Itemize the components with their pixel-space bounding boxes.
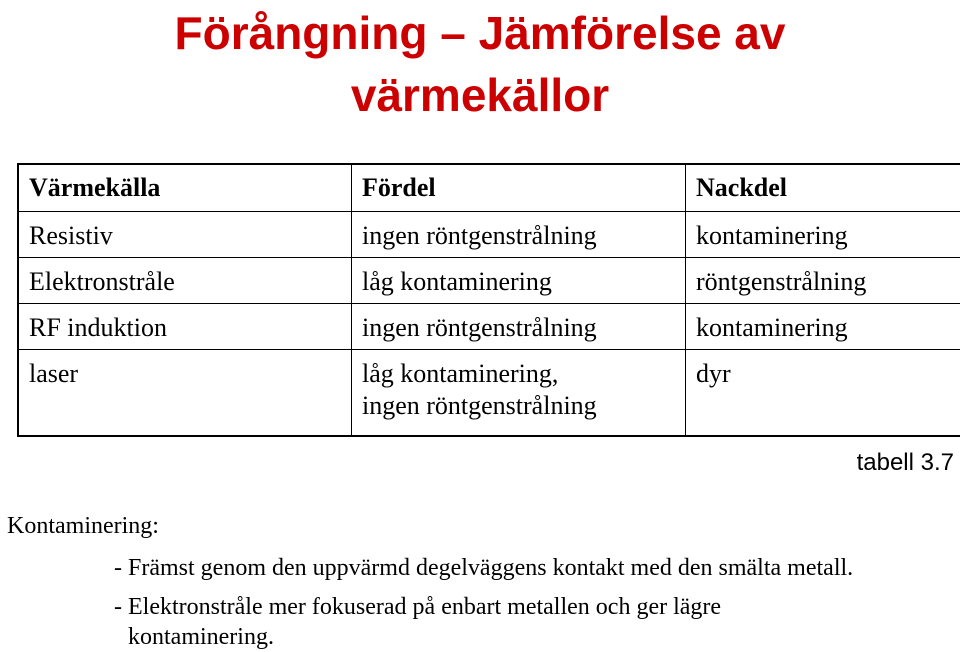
cell-advantage	[352, 304, 686, 350]
cell-advantage	[352, 212, 686, 258]
table-row	[18, 350, 960, 436]
title-line-2: värmekällor	[0, 64, 960, 126]
title-line-1: Förångning – Jämförelse av	[0, 2, 960, 64]
table-caption: tabell 3.7	[857, 449, 954, 477]
notes-heading: Kontaminering:	[7, 513, 159, 540]
note-item-line: - Elektronstråle mer fokuserad på enbart metallen och ger lägre	[114, 594, 721, 620]
cell-advantage	[352, 350, 686, 436]
cell-disadvantage: röntgenstrålning	[686, 258, 960, 304]
cell-disadvantage: kontaminering	[686, 304, 960, 350]
cell-source: Elektronstråle	[18, 258, 352, 304]
advantage-line: ingen röntgenstrålning	[362, 312, 675, 344]
page-title	[0, 0, 960, 126]
cell-source: Resistiv	[18, 212, 352, 258]
table-row	[18, 304, 960, 350]
advantage-line: ingen röntgenstrålning	[362, 220, 675, 252]
header-advantage: Fördel	[352, 164, 686, 212]
note-item: - Främst genom den uppvärmd degelväggens kontakt med den smälta metall.	[114, 553, 853, 583]
cell-source: laser	[18, 350, 352, 436]
cell-source: RF induktion	[18, 304, 352, 350]
note-item	[114, 592, 834, 652]
table-header-row	[18, 164, 960, 212]
advantage-line: låg kontaminering,	[362, 358, 675, 390]
heat-source-comparison-table	[17, 163, 960, 437]
cell-advantage	[352, 258, 686, 304]
note-item-continuation: kontaminering.	[114, 622, 834, 652]
cell-disadvantage: kontaminering	[686, 212, 960, 258]
table-row	[18, 258, 960, 304]
cell-disadvantage: dyr	[686, 350, 960, 436]
table-row	[18, 212, 960, 258]
advantage-line: låg kontaminering	[362, 266, 675, 298]
advantage-line: ingen röntgenstrålning	[362, 390, 675, 422]
header-heat-source: Värmekälla	[18, 164, 352, 212]
header-disadvantage: Nackdel	[686, 164, 960, 212]
